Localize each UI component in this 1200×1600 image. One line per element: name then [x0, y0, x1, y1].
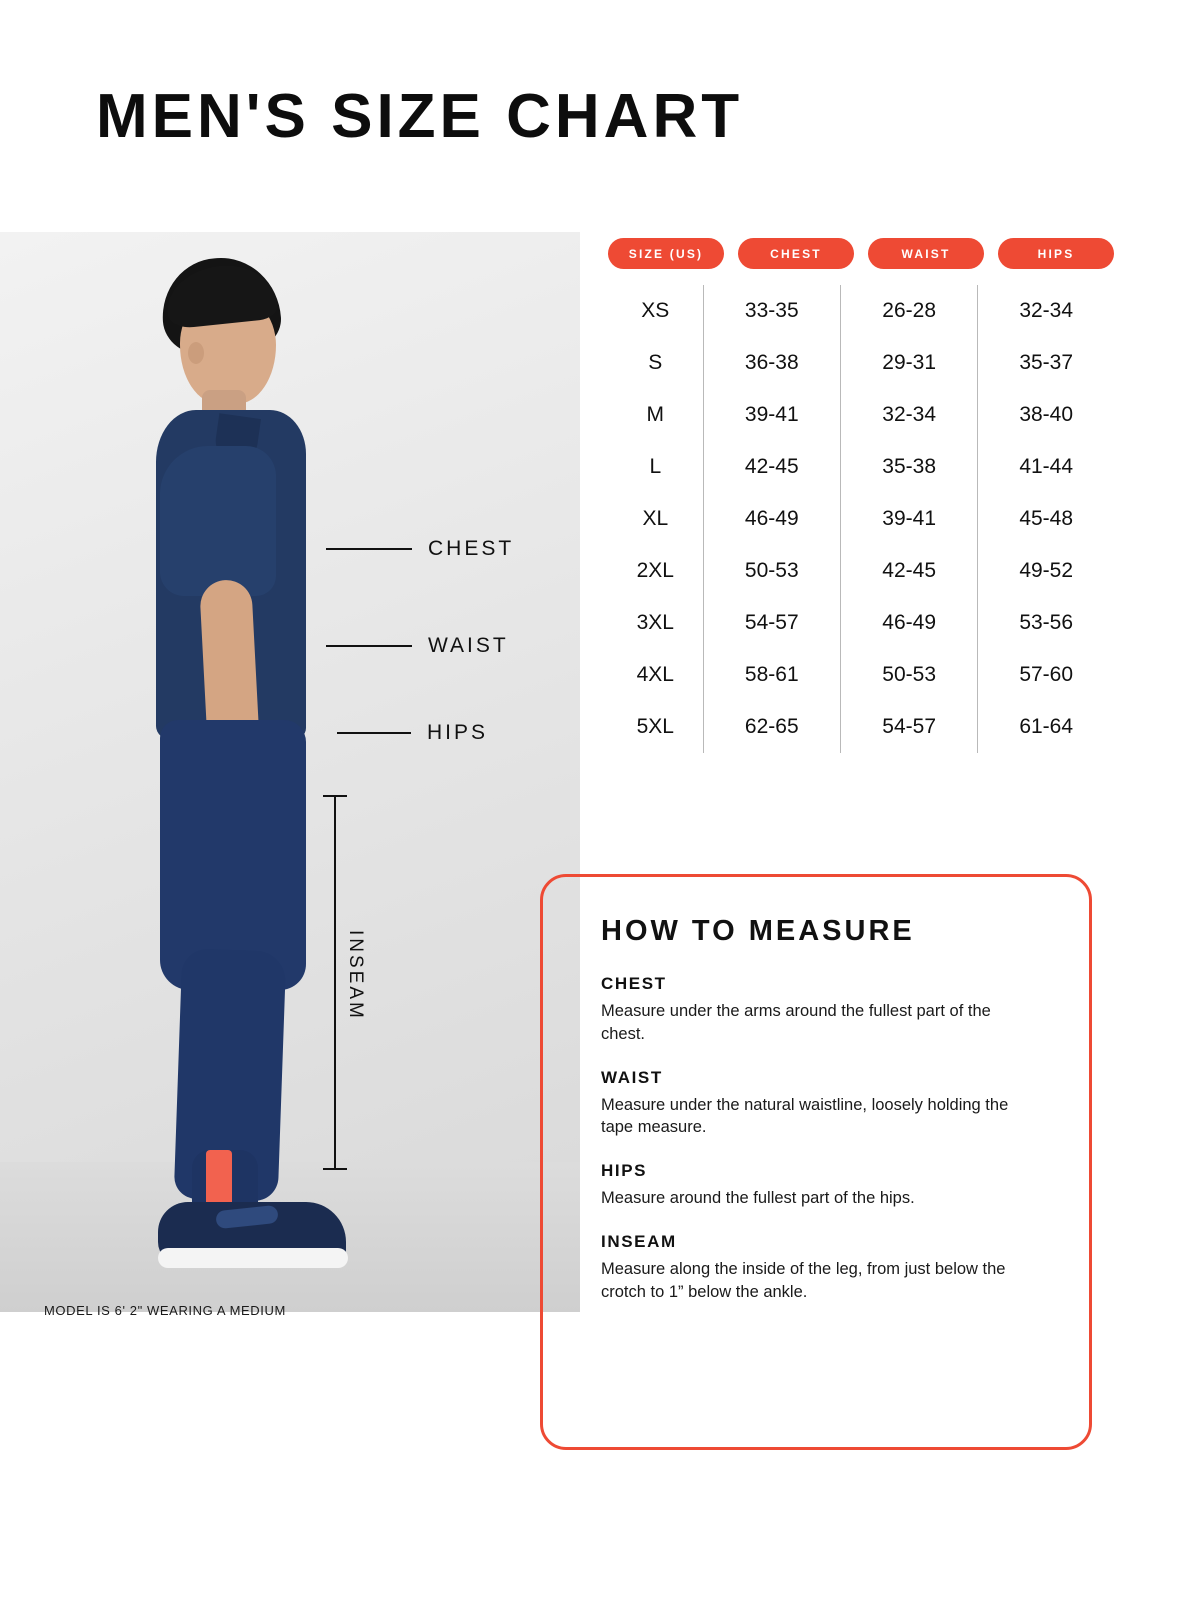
model-photo-panel: [0, 232, 580, 1312]
cell-waist: 54-57: [840, 701, 977, 753]
inseam-line-bottom-cap: [323, 1168, 347, 1170]
section-body-waist: Measure under the natural waistline, loosely holding the tape measure.: [601, 1095, 1009, 1137]
callout-waist: [326, 634, 509, 658]
size-table-header-row: [608, 238, 1114, 269]
cell-size: 5XL: [636, 715, 674, 738]
cell-hips: 32-34: [978, 285, 1114, 337]
cell-waist: 32-34: [840, 389, 977, 441]
how-to-measure-section-hips: [601, 1161, 1045, 1210]
how-to-measure-section-waist: [601, 1068, 1045, 1140]
callout-chest: [326, 537, 514, 561]
inseam-measure-line: [334, 795, 336, 1170]
section-body-hips: Measure around the fullest part of the hips.: [601, 1189, 915, 1208]
callout-chest-leader-line: [326, 548, 412, 550]
cell-hips: 53-56: [978, 597, 1114, 649]
how-to-measure-section-chest: [601, 974, 1045, 1046]
cell-size: XS: [641, 299, 670, 322]
table-row: [608, 493, 1114, 545]
callout-waist-leader-line: [326, 645, 412, 647]
cell-size: 2XL: [636, 559, 674, 582]
cell-chest: 39-41: [703, 389, 840, 441]
cell-hips: 49-52: [978, 545, 1114, 597]
model-hair-front: [163, 260, 278, 329]
cell-chest: 54-57: [703, 597, 840, 649]
table-row: [608, 441, 1114, 493]
callout-hips-label: HIPS: [427, 721, 489, 744]
cell-waist: 35-38: [840, 441, 977, 493]
section-title-hips: HIPS: [601, 1161, 648, 1181]
size-table-header-hips: HIPS: [998, 238, 1114, 269]
cell-hips: 45-48: [978, 493, 1114, 545]
cell-size: 3XL: [636, 611, 674, 634]
model-figure-illustration: [120, 250, 380, 1290]
cell-size: L: [649, 455, 662, 478]
cell-size: S: [648, 351, 663, 374]
cell-chest: 42-45: [703, 441, 840, 493]
cell-waist: 26-28: [840, 285, 977, 337]
size-table-header-chest: CHEST: [738, 238, 854, 269]
table-row: [608, 649, 1114, 701]
cell-hips: 61-64: [978, 701, 1114, 753]
cell-hips: 41-44: [978, 441, 1114, 493]
table-row: [608, 701, 1114, 753]
cell-chest: 36-38: [703, 337, 840, 389]
callout-inseam-label: INSEAM: [345, 930, 366, 1021]
callout-hips-leader-line: [337, 732, 411, 734]
table-row: [608, 337, 1114, 389]
table-row: [608, 597, 1114, 649]
cell-hips: 38-40: [978, 389, 1114, 441]
cell-chest: 50-53: [703, 545, 840, 597]
cell-waist: 29-31: [840, 337, 977, 389]
model-sleeve: [160, 446, 276, 596]
cell-chest: 46-49: [703, 493, 840, 545]
section-title-inseam: INSEAM: [601, 1231, 677, 1251]
section-title-chest: CHEST: [601, 974, 667, 993]
cell-hips: 57-60: [978, 649, 1114, 701]
cell-waist: 50-53: [840, 649, 977, 701]
cell-chest: 58-61: [703, 649, 840, 701]
how-to-measure-section-inseam: [601, 1232, 1045, 1304]
cell-waist: 46-49: [840, 597, 977, 649]
page-title: MEN'S SIZE CHART: [96, 82, 744, 151]
cell-size: M: [646, 403, 665, 426]
table-row: [608, 389, 1114, 441]
size-table-header-waist: WAIST: [868, 238, 984, 269]
cell-chest: 62-65: [703, 701, 840, 753]
cell-size: XL: [642, 507, 669, 530]
section-title-waist: WAIST: [601, 1067, 663, 1087]
section-body-inseam: Measure along the inside of the leg, from just below the crotch to 1” below the ankle.: [601, 1259, 1006, 1301]
cell-waist: 39-41: [840, 493, 977, 545]
model-caption: MODEL IS 6' 2" WEARING A MEDIUM: [44, 1303, 286, 1318]
cell-hips: 35-37: [978, 337, 1114, 389]
callout-hips: [337, 721, 488, 745]
cell-chest: 33-35: [703, 285, 840, 337]
table-row: [608, 545, 1114, 597]
model-ear: [188, 342, 204, 364]
section-body-chest: Measure under the arms around the fullest part of the chest.: [601, 1002, 991, 1043]
size-table-header-size: SIZE (US): [608, 238, 724, 269]
cell-waist: 42-45: [840, 545, 977, 597]
callout-chest-label: CHEST: [428, 537, 515, 560]
size-table: [608, 238, 1114, 753]
cell-size: 4XL: [636, 663, 674, 686]
model-shoe-sole: [158, 1248, 348, 1268]
table-row: [608, 285, 1114, 337]
how-to-measure-heading: HOW TO MEASURE: [601, 915, 915, 947]
how-to-measure-panel: [540, 874, 1092, 1450]
callout-waist-label: WAIST: [428, 634, 509, 657]
